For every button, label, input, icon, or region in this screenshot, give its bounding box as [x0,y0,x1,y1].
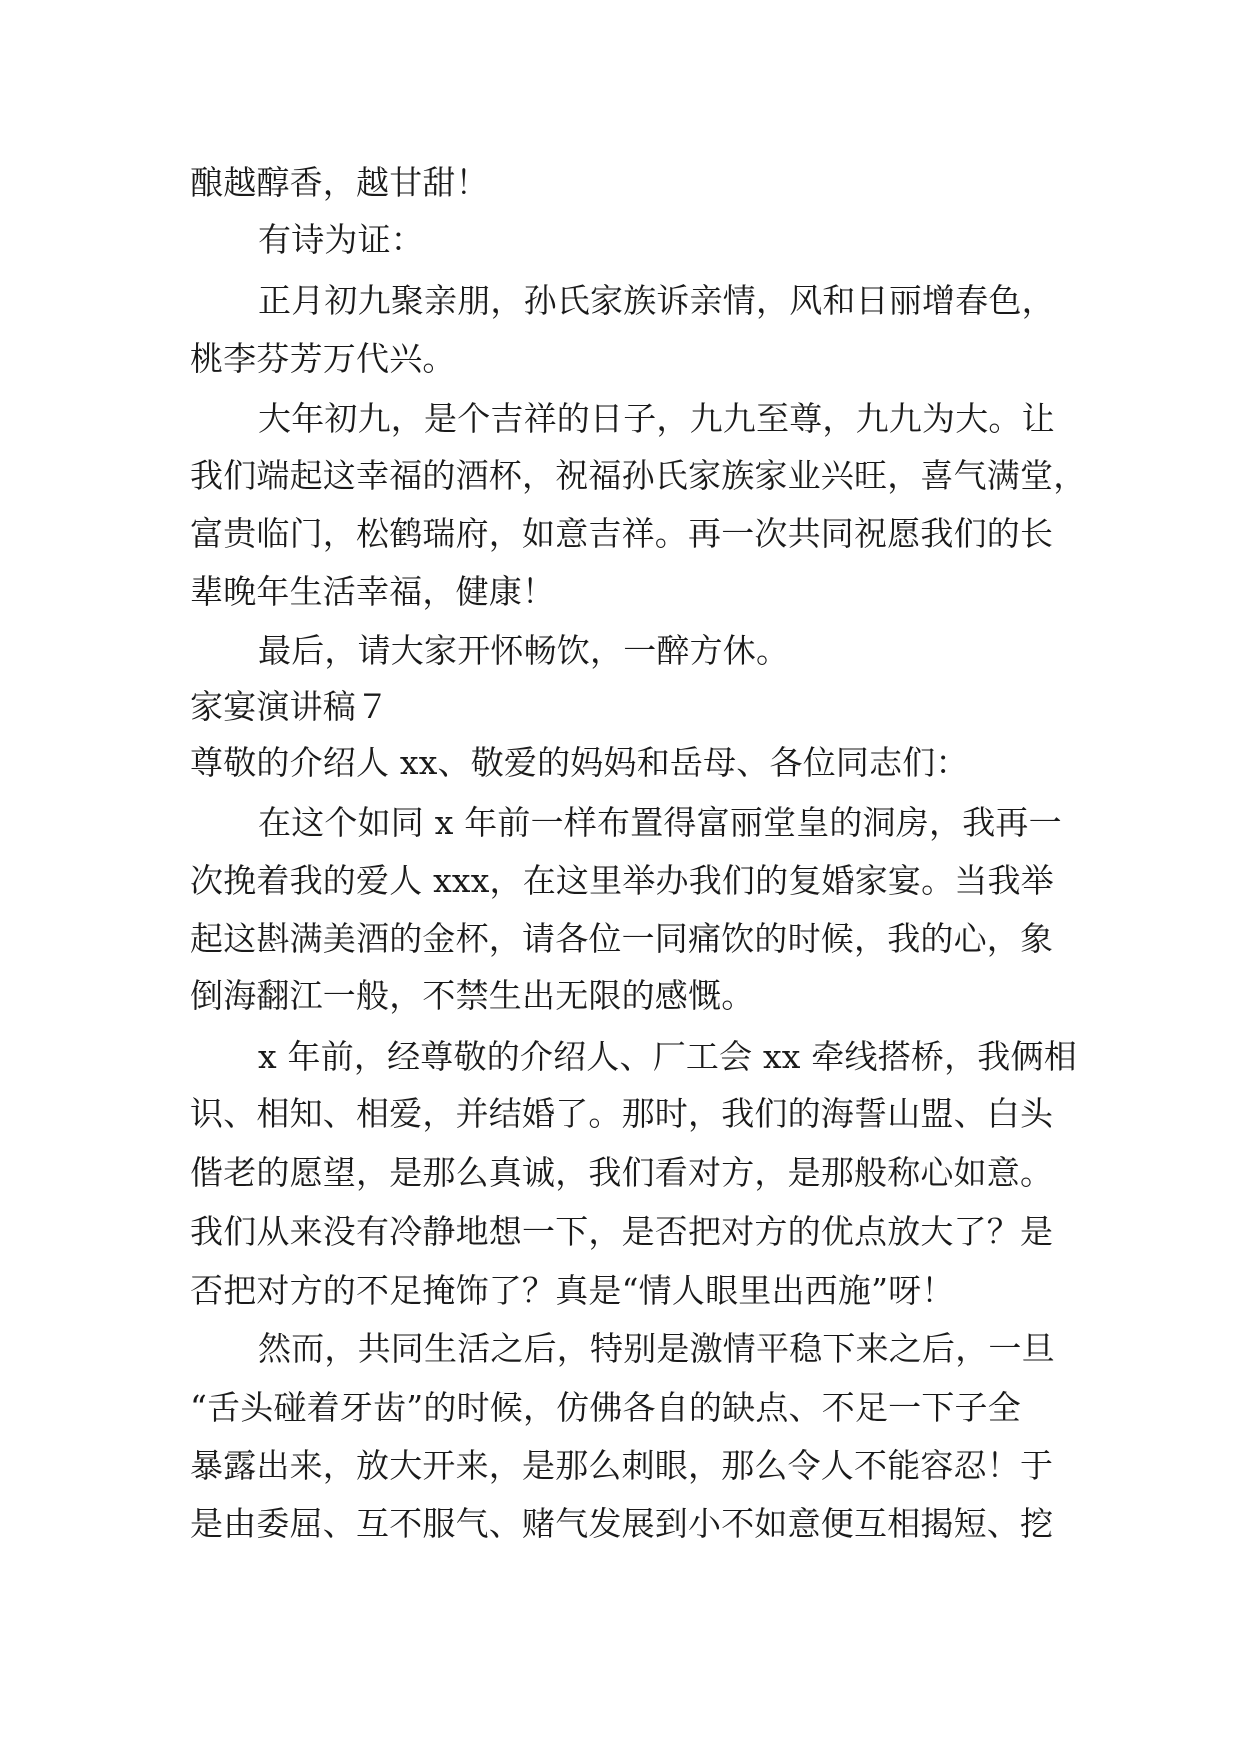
section-heading: 家宴演讲稿７ [190,687,390,726]
text-line: 暴露出来，放大开来，是那么刺眼，那么令人不能容忍！于 [190,1446,1054,1485]
text-line: 正月初九聚亲朋，孙氏家族诉亲情，风和日丽增春色， [258,281,1055,320]
text-line: 偕老的愿望，是那么真诚，我们看对方，是那般称心如意。 [190,1153,1054,1192]
text-line: 是由委屈、互不服气、赌气发展到小不如意便互相揭短、挖 [190,1504,1054,1543]
text-line: 我们从来没有冷静地想一下，是否把对方的优点放大了？是 [190,1212,1054,1251]
text-line: 起这斟满美酒的金杯，请各位一同痛饮的时候，我的心，象 [190,919,1054,958]
text-line: 有诗为证： [258,220,424,259]
text-line: 识、相知、相爱，并结婚了。那时，我们的海誓山盟、白头 [190,1094,1054,1133]
text-line: 我们端起这幸福的酒杯，祝福孙氏家族家业兴旺，喜气满堂， [190,456,1087,495]
text-line: 次挽着我的爱人 xxx，在这里举办我们的复婚家宴。当我举 [190,861,1054,900]
text-line: 倒海翻江一般，不禁生出无限的感慨。 [190,976,755,1015]
text-line: 最后，请大家开怀畅饮，一醉方休。 [258,631,790,670]
text-line: x 年前，经尊敬的介绍人、厂工会 xx 牵线搭桥，我俩相 [258,1037,1077,1076]
text-line: 酿越醇香，越甘甜！ [190,163,489,202]
text-line: 尊敬的介绍人 xx、敬爱的妈妈和岳母、各位同志们： [190,743,969,782]
text-line: 桃李芬芳万代兴。 [190,339,456,378]
text-line: 辈晚年生活幸福，健康！ [190,572,556,611]
text-line: 然而，共同生活之后，特别是激情平稳下来之后，一旦 [258,1329,1055,1368]
text-line: “舌头碰着牙齿”的时候，仿佛各自的缺点、不足一下子全 [190,1388,1021,1427]
text-line: 在这个如同 x 年前一样布置得富丽堂皇的洞房，我再一 [258,803,1062,842]
text-line: 富贵临门，松鹤瑞府，如意吉祥。再一次共同祝愿我们的长 [190,514,1054,553]
text-line: 大年初九，是个吉祥的日子，九九至尊，九九为大。让 [258,399,1055,438]
text-line: 否把对方的不足掩饰了？真是“情人眼里出西施”呀！ [190,1271,955,1310]
